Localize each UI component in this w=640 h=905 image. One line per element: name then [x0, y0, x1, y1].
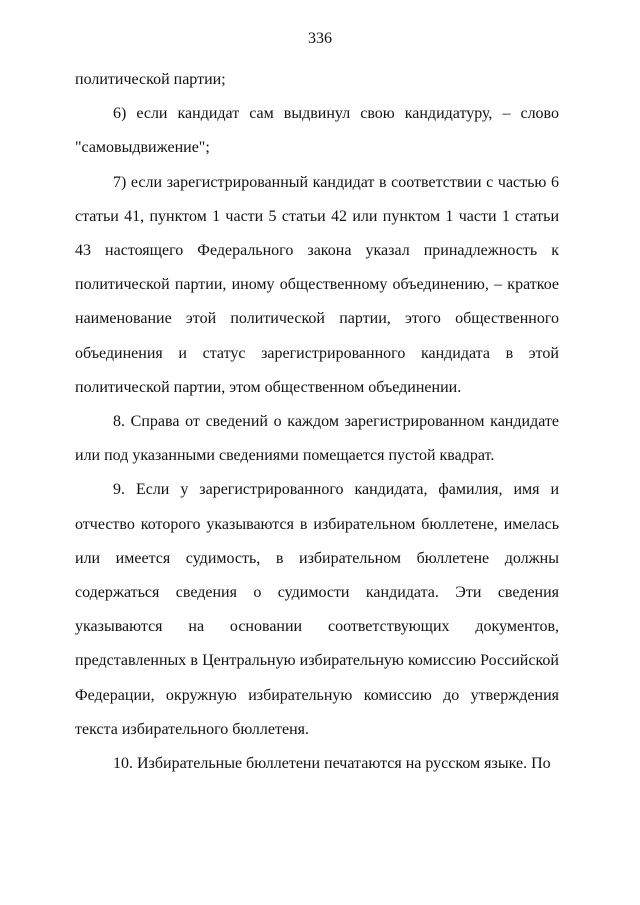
paragraph-item-7: 7) если зарегистрированный кандидат в соответствии с частью 6 статьи 41, пунктом 1 части 5 статьи 42 или пунктом 1 части 1 статьи 43 настоящего Федерального закона указал принадлежность к политической партии, иному общественному объединению, – краткое наименование этой политической партии, этого общественного объединения и статус зарегистрированного кандидата в этой политической партии, этом общественном объединении.: [75, 173, 559, 396]
paragraph-section-9: 9. Если у зарегистрированного кандидата, фамилия, имя и отчество которого указываются в избирательном бюллетене, имелась или имеется судимость, в избирательном бюллетене должны содержаться сведения о судимости кандидата. Эти сведения указываются на основании соответствующих документов, представленных в Центральную избирательную комиссию Российской Федерации, окружную избирательную комиссию до утверждения текста избирательного бюллетеня.: [75, 481, 559, 738]
paragraph-section-10: 10. Избирательные бюллетени печатаются на русском языке. По: [113, 755, 551, 773]
document-body: [75, 63, 559, 781]
page-number: 336: [308, 30, 332, 47]
paragraph-section-8: 8. Справа от сведений о каждом зарегистрированном кандидате или под указанными сведениями помещается пустой квадрат.: [75, 413, 559, 465]
paragraph-item-6: 6) если кандидат сам выдвинул свою кандидатуру, – слово "самовыдвижение";: [75, 105, 559, 157]
paragraph-continuation: политической партии;: [75, 71, 226, 88]
